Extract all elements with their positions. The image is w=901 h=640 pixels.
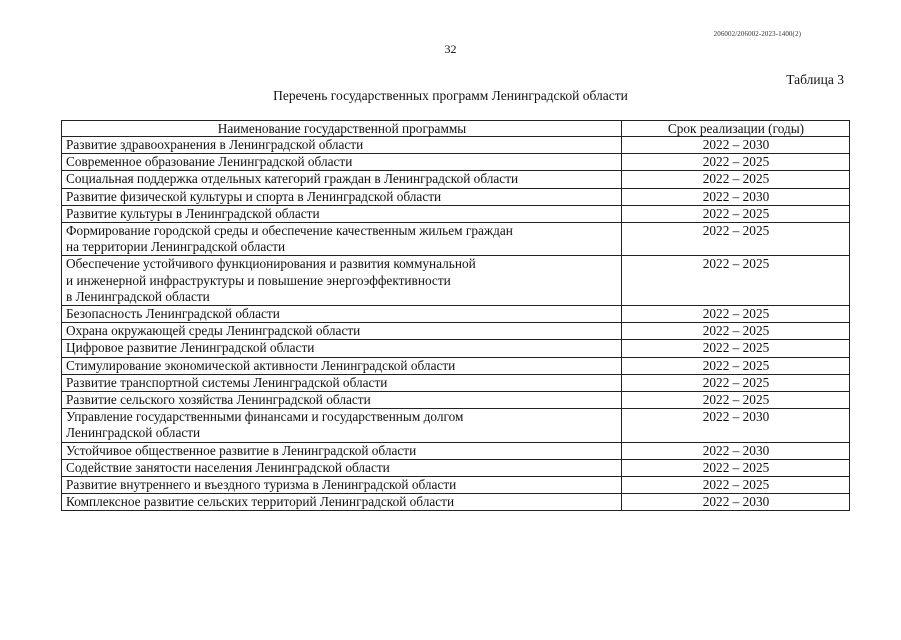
table-row <box>62 154 850 171</box>
table-row <box>62 323 850 340</box>
program-period-cell: 2022 – 2025 <box>622 357 850 374</box>
program-name-line: Формирование городской среды и обеспечение качественным жильем граждан <box>66 223 513 239</box>
column-header-name: Наименование государственной программы <box>62 121 622 137</box>
program-name-cell <box>62 442 622 459</box>
program-name-line: Развитие здравоохранения в Ленинградской области <box>66 137 364 152</box>
table-row <box>62 442 850 459</box>
program-period-cell: 2022 – 2030 <box>622 137 850 154</box>
program-name-line: Комплексное развитие сельских территорий Ленинградской области <box>66 494 455 510</box>
program-period-cell: 2022 – 2030 <box>622 442 850 459</box>
program-name-cell <box>62 306 622 323</box>
table-row <box>62 223 850 256</box>
program-name-line: Устойчивое общественное развитие в Ленинградской области <box>66 442 417 458</box>
program-name-line: Развитие внутреннего и въездного туризма в Ленинградской области <box>66 477 457 493</box>
program-name-cell <box>62 205 622 222</box>
program-name-line: Развитие культуры в Ленинградской области <box>66 205 320 221</box>
column-header-period: Срок реализации (годы) <box>622 121 850 137</box>
program-name-line: Ленинградской области <box>66 425 201 441</box>
program-name-cell <box>62 357 622 374</box>
program-name-line: Охрана окружающей среды Ленинградской области <box>66 323 361 339</box>
program-name-cell <box>62 374 622 391</box>
program-name-line: Безопасность Ленинградской области <box>66 306 280 322</box>
program-period-cell: 2022 – 2025 <box>622 306 850 323</box>
program-period-cell: 2022 – 2025 <box>622 459 850 476</box>
program-period-cell: 2022 – 2025 <box>622 205 850 222</box>
program-name-cell <box>62 223 622 256</box>
program-period-cell: 2022 – 2025 <box>622 171 850 188</box>
table-row <box>62 188 850 205</box>
program-period-cell: 2022 – 2025 <box>622 477 850 494</box>
document-code: 206002/206002-2023-1400(2) <box>713 30 801 38</box>
program-period-cell: 2022 – 2030 <box>622 188 850 205</box>
table-row <box>62 392 850 409</box>
table-title: Перечень государственных программ Ленинградской области <box>273 88 628 103</box>
program-name-cell <box>62 494 622 511</box>
program-period-cell: 2022 – 2025 <box>622 392 850 409</box>
program-name-cell <box>62 477 622 494</box>
table-row <box>62 137 850 154</box>
table-row <box>62 205 850 222</box>
program-name-line: в Ленинградской области <box>66 288 210 304</box>
program-name-cell <box>62 340 622 357</box>
table-row <box>62 357 850 374</box>
program-period-cell: 2022 – 2025 <box>622 340 850 357</box>
program-name-line: Развитие сельского хозяйства Ленинградской области <box>66 392 371 408</box>
program-name-line: Развитие транспортной системы Ленинградской области <box>66 374 388 390</box>
program-name-cell <box>62 154 622 171</box>
table-row <box>62 171 850 188</box>
table-label: Таблица 3 <box>786 72 844 87</box>
program-period-cell: 2022 – 2025 <box>622 256 850 306</box>
program-name-line: Современное образование Ленинградской области <box>66 154 353 170</box>
table-row <box>62 340 850 357</box>
table-row <box>62 494 850 511</box>
program-name-cell <box>62 171 622 188</box>
table-row <box>62 409 850 442</box>
table-body <box>62 137 850 511</box>
program-period-cell: 2022 – 2025 <box>622 374 850 391</box>
program-period-cell: 2022 – 2030 <box>622 494 850 511</box>
program-period-cell: 2022 – 2025 <box>622 223 850 256</box>
table-header-row <box>62 121 850 137</box>
programs-table <box>61 120 850 511</box>
program-period-cell: 2022 – 2025 <box>622 154 850 171</box>
program-name-line: на территории Ленинградской области <box>66 239 286 255</box>
program-name-cell <box>62 256 622 306</box>
table-row <box>62 256 850 306</box>
program-name-line: Управление государственными финансами и государственным долгом <box>66 409 464 425</box>
program-name-cell <box>62 409 622 442</box>
program-name-line: Развитие физической культуры и спорта в Ленинградской области <box>66 188 442 204</box>
program-name-cell <box>62 137 622 154</box>
program-name-line: Стимулирование экономической активности Ленинградской области <box>66 357 456 373</box>
table-row <box>62 477 850 494</box>
program-name-cell <box>62 392 622 409</box>
program-name-line: Цифровое развитие Ленинградской области <box>66 340 315 356</box>
table-row <box>62 374 850 391</box>
table-row <box>62 306 850 323</box>
program-name-line: Содействие занятости населения Ленинградской области <box>66 459 390 475</box>
program-name-cell <box>62 188 622 205</box>
program-name-line: Социальная поддержка отдельных категорий граждан в Ленинградской области <box>66 171 519 187</box>
program-period-cell: 2022 – 2025 <box>622 323 850 340</box>
page-number: 32 <box>444 42 457 56</box>
program-name-cell <box>62 323 622 340</box>
program-name-line: и инженерной инфраструктуры и повышение энергоэффективности <box>66 272 451 288</box>
program-period-cell: 2022 – 2030 <box>622 409 850 442</box>
program-name-cell <box>62 459 622 476</box>
table-row <box>62 459 850 476</box>
program-name-line: Обеспечение устойчивого функционирования и развития коммунальной <box>66 256 476 272</box>
